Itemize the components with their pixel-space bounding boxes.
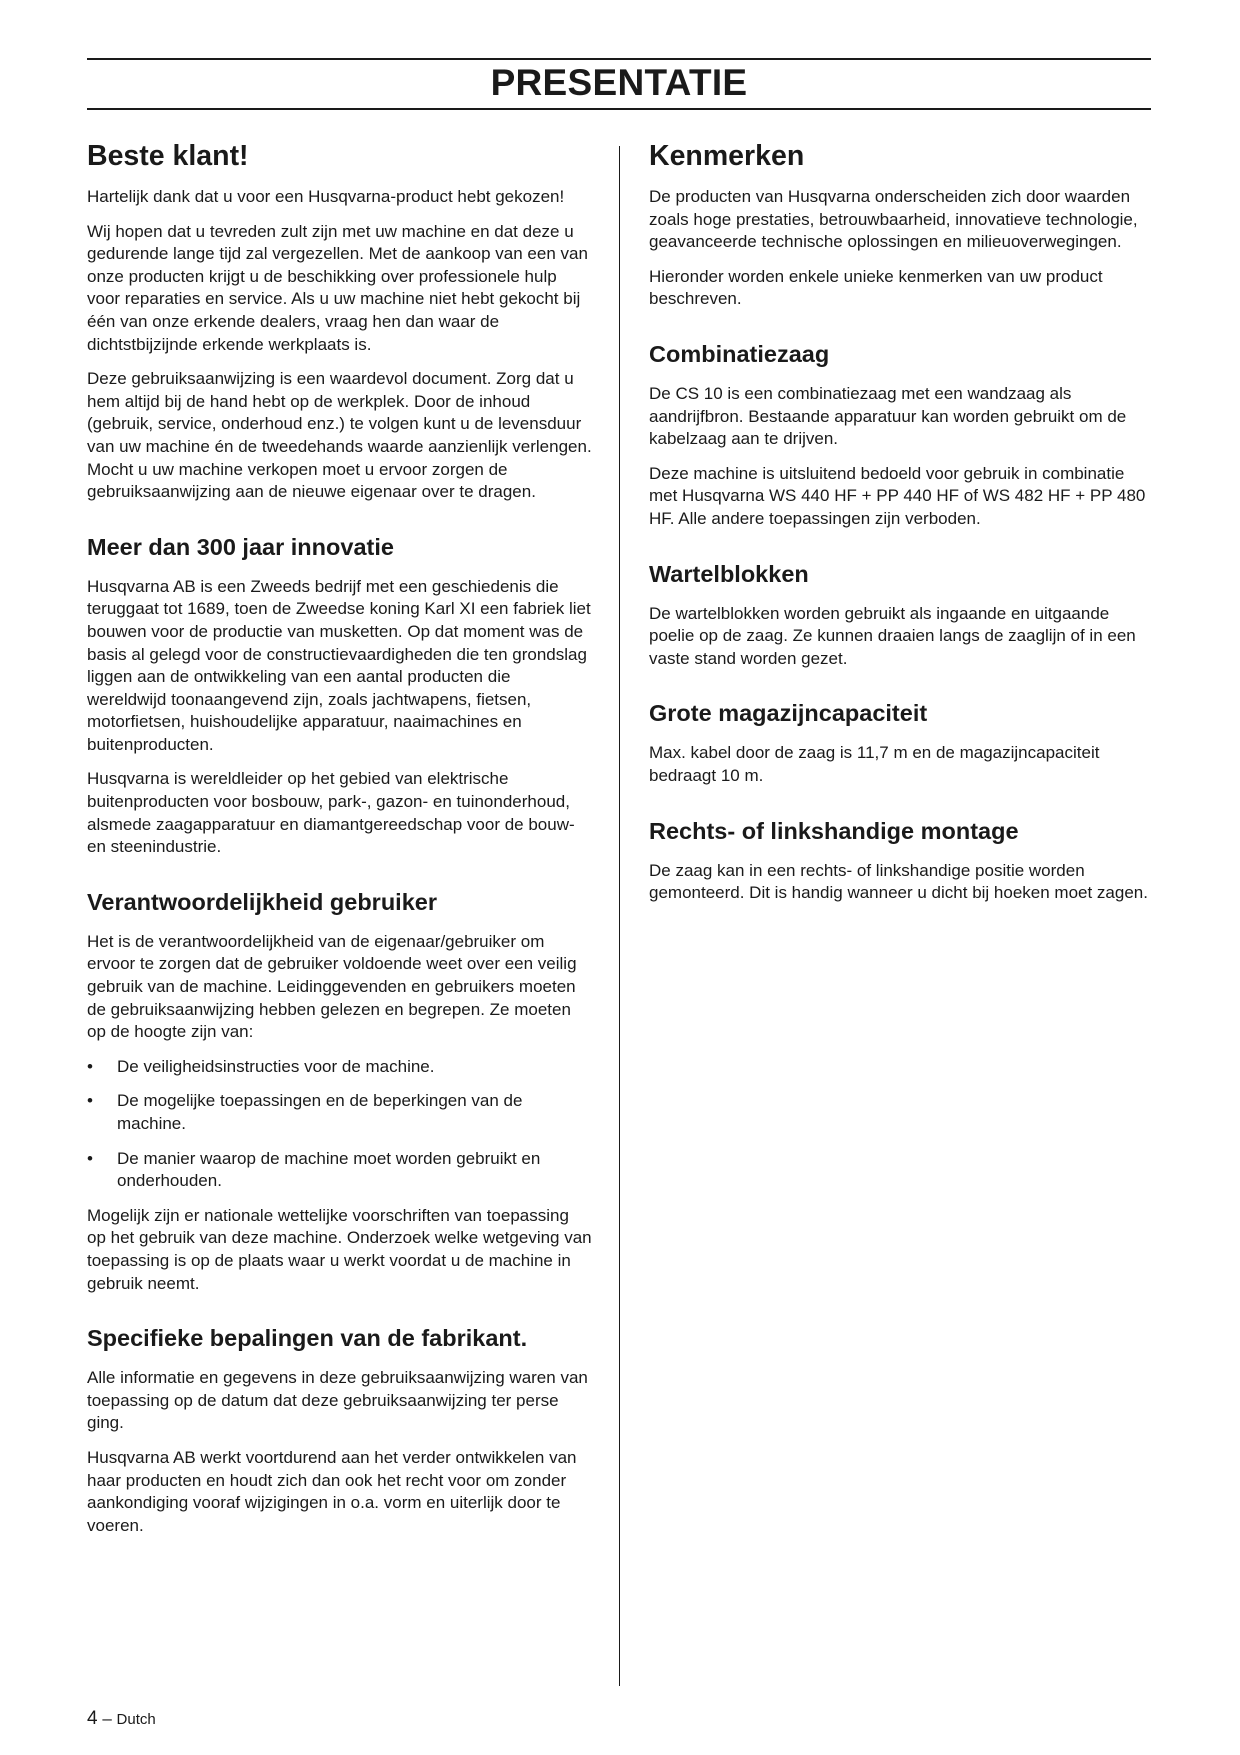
section-heading: Grote magazijncapaciteit	[649, 700, 928, 727]
footer-language: Dutch	[116, 1711, 156, 1728]
section-welcome	[87, 138, 592, 504]
section-mounting	[649, 816, 1154, 905]
list-item	[87, 1090, 592, 1135]
right-column	[649, 138, 1154, 917]
list-item-text: De mogelijke toepassingen en de beperkingen van de machine.	[117, 1091, 523, 1133]
paragraph: De CS 10 is een combinatiezaag met een wandzaag als aandrijfbron. Bestaande apparatuur kan worden gebruikt om de kabelzaag aan te drijven.	[649, 383, 1127, 449]
page-footer	[87, 1708, 156, 1730]
paragraph: Deze gebruiksaanwijzing is een waardevol document. Zorg dat u hem altijd bij de hand hebt op de werkplek. Door de inhoud (gebruik, service, onderhoud enz.) te volgen kunt u de levensduur van uw machine én de tweedehands waarde aanzienlijk verlengen. Mocht u uw machine verkopen moet u ervoor zorgen de gebruiksaanwijzing aan de nieuwe eigenaar over te dragen.	[87, 369, 592, 502]
paragraph: Mogelijk zijn er nationale wettelijke voorschriften van toepassing op het gebruik van deze machine. Onderzoek welke wetgeving van toepassing is op de plaats waar u werkt voordat u de machine in gebruik neemt.	[87, 1205, 592, 1293]
page-header	[87, 58, 1151, 110]
footer-separator: –	[102, 1709, 112, 1728]
section-heading: Beste klant!	[87, 140, 249, 172]
paragraph: Husqvarna AB is een Zweeds bedrijf met een geschiedenis die teruggaat tot 1689, toen de Zweedse koning Karl XI een fabriek liet bouwen voor de productie van musketten. Op dat moment was de basis al gelegd voor de constructievaardigheden die ten grondslag liggen aan de ontwikkeling van een aantal producten die wereldwijd toonaangevend zijn, zoals jachtwapens, fietsen, motorfietsen, huishoudelijke apparatuur, naaimachines en buitenproducten.	[87, 576, 591, 754]
column-divider	[619, 146, 620, 1686]
section-heading: Specifieke bepalingen van de fabrikant.	[87, 1325, 528, 1352]
list-item-text: De manier waarop de machine moet worden gebruikt en onderhouden.	[117, 1148, 541, 1191]
paragraph: Husqvarna AB werkt voortdurend aan het verder ontwikkelen van haar producten en houdt zich dan ook het recht voor om zonder aankondiging vooraf wijzigingen in o.a. vorm en uiterlijk door te voeren.	[87, 1447, 577, 1535]
paragraph: Max. kabel door de zaag is 11,7 m en de magazijncapaciteit bedraagt 10 m.	[649, 743, 1100, 785]
bullet-icon: •	[87, 1148, 93, 1168]
bullet-icon: •	[87, 1056, 93, 1076]
paragraph: De wartelblokken worden gebruikt als ingaande en uitgaande poelie op de zaag. Ze kunnen draaien langs de zaaglijn of in een vaste stand worden gezet.	[649, 603, 1136, 668]
list-item	[87, 1148, 592, 1193]
paragraph: Deze machine is uitsluitend bedoeld voor gebruik in combinatie met Husqvarna WS 440 HF + PP 440 HF of WS 482 HF + PP 480 HF. Alle andere toepassingen zijn verboden.	[649, 463, 1146, 528]
paragraph: Alle informatie en gegevens in deze gebruiksaanwijzing waren van toepassing op de datum dat deze gebruiksaanwijzing ter perse ging.	[87, 1368, 588, 1433]
section-heading: Verantwoordelijkheid gebruiker	[87, 888, 437, 915]
section-features	[649, 138, 1154, 311]
section-heading: Rechts- of linkshandige montage	[649, 817, 1019, 844]
section-responsibility	[87, 887, 592, 1295]
paragraph: De producten van Husqvarna onderscheiden zich door waarden zoals hoge prestaties, betrouwbaarheid, innovatieve technologie, geavanceerde technische oplossingen en milieuoverwegingen.	[649, 187, 1138, 252]
section-swivel	[649, 559, 1154, 671]
bullet-list	[87, 1056, 592, 1193]
paragraph: Husqvarna is wereldleider op het gebied van elektrische buitenproducten voor bosbouw, park-, gazon- en tuinonderhoud, alsmede zaagapparatuur en diamantgereedschap voor de bouw- en steenindustrie.	[87, 769, 575, 857]
list-item	[87, 1056, 592, 1079]
bullet-icon: •	[87, 1091, 93, 1111]
paragraph: Hartelijk dank dat u voor een Husqvarna-product hebt gekozen!	[87, 187, 565, 206]
paragraph: De zaag kan in een rechts- of linkshandige positie worden gemonteerd. Dit is handig wanneer u dicht bij hoeken moet zagen.	[649, 860, 1148, 903]
section-heading: Combinatiezaag	[649, 340, 830, 367]
section-heading: Wartelblokken	[649, 560, 809, 587]
section-heading: Meer dan 300 jaar innovatie	[87, 533, 394, 560]
section-manufacturer	[87, 1323, 592, 1537]
section-heading: Kenmerken	[649, 140, 805, 172]
section-combination	[649, 339, 1154, 531]
left-column	[87, 138, 592, 1549]
paragraph: Het is de verantwoordelijkheid van de eigenaar/gebruiker om ervoor te zorgen dat de gebruiker voldoende weet over een veilig gebruik van de machine. Leidinggevenden en gebruikers moeten de gebruiksaanwijzing hebben gelezen en begrepen. Ze moeten op de hoogte zijn van:	[87, 931, 577, 1042]
paragraph: Wij hopen dat u tevreden zult zijn met uw machine en dat deze u gedurende lange tijd zal vergezellen. Met de aankoop van een van onze producten krijgt u de beschikking over professionele hulp voor reparaties en service. Als u uw machine niet hebt gekocht bij één van onze erkende dealers, vraag hen dan waar de dichtstbijzijnde erkende werkplaats is.	[87, 221, 588, 354]
page-number: 4	[87, 1708, 98, 1729]
section-magazine	[649, 698, 1154, 787]
section-innovation	[87, 532, 592, 859]
page-title: PRESENTATIE	[490, 62, 748, 103]
list-item-text: De veiligheidsinstructies voor de machine.	[117, 1056, 435, 1076]
paragraph: Hieronder worden enkele unieke kenmerken van uw product beschreven.	[649, 266, 1103, 309]
